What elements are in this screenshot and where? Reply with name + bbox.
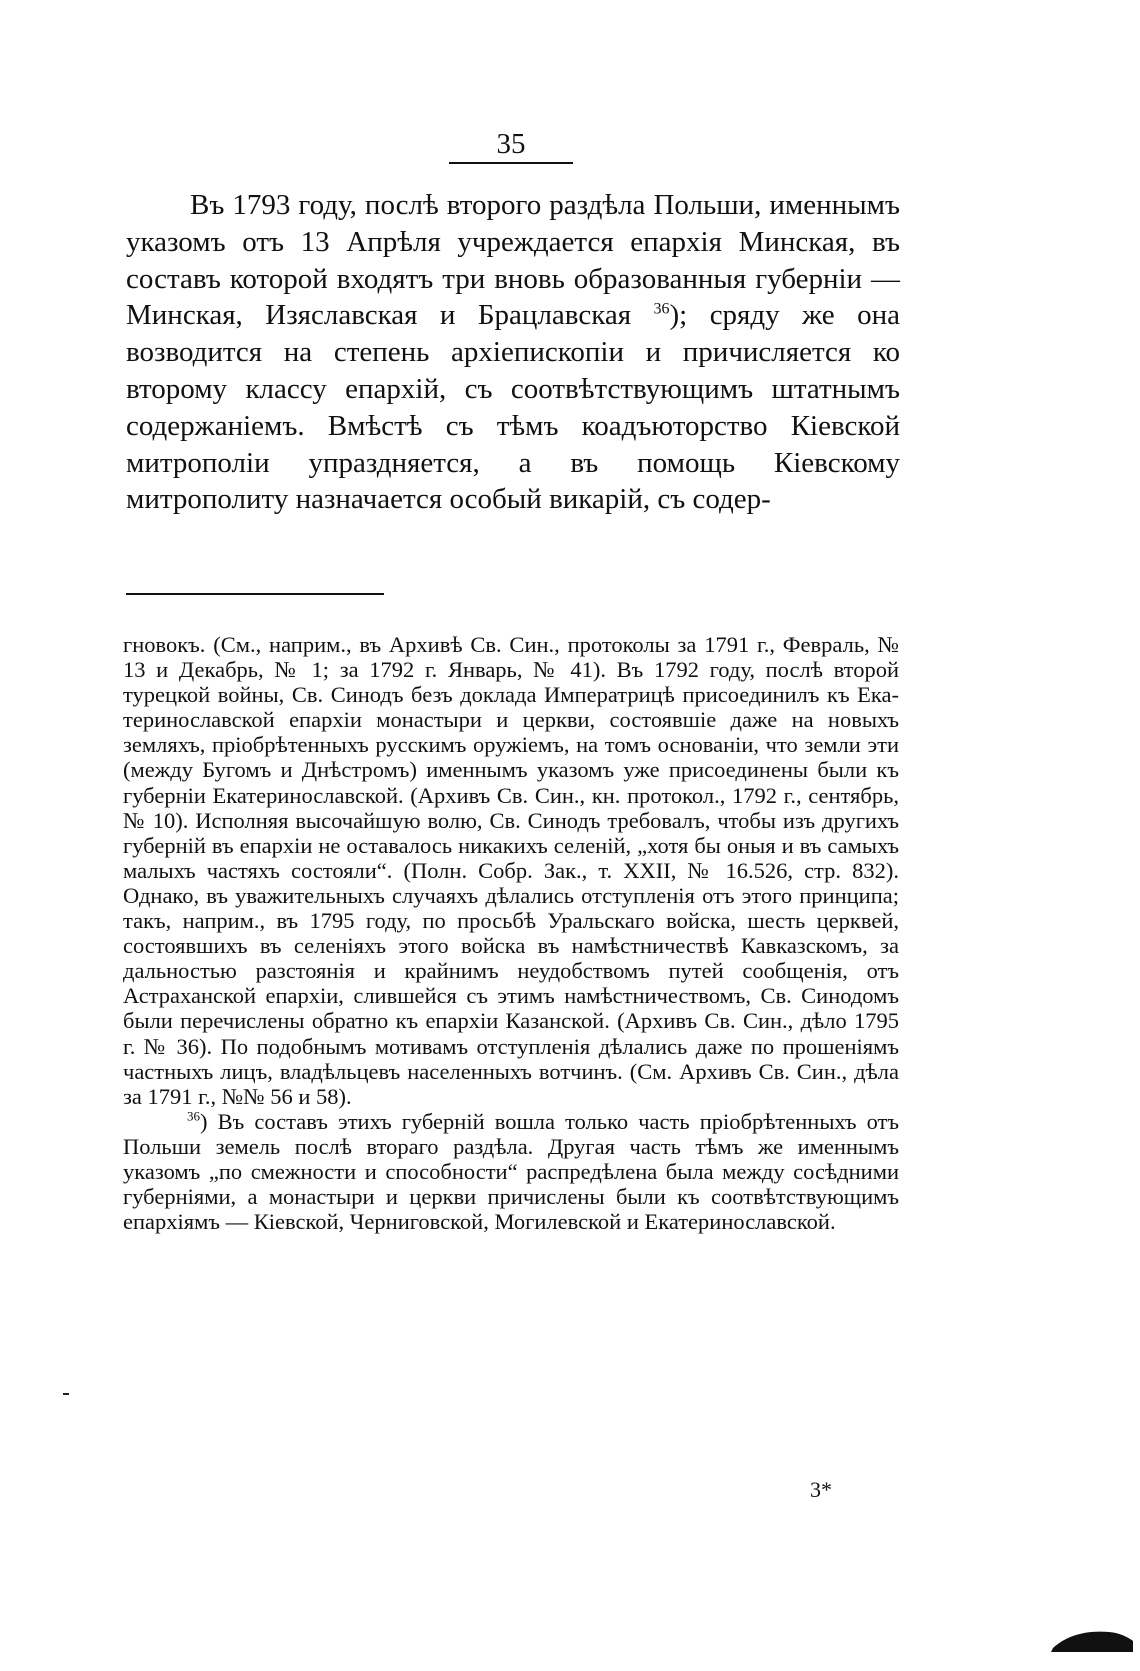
page-number-rule xyxy=(449,162,573,164)
footnote-separator xyxy=(126,593,384,595)
binding-smudge xyxy=(1051,1628,1133,1652)
footnote-36-marker: 36 xyxy=(187,1108,200,1124)
margin-mark xyxy=(63,1393,69,1395)
main-text-part-1: Въ 1793 году, послѣ второго раздѣла Польши, именнымъ указомъ отъ 13 Апрѣля учреждается епархія Минская, въ составъ которой входятъ три вновь образованныя губерніи — Минская, Изяславская и Брацлавская xyxy=(126,189,900,332)
footnote-36 xyxy=(123,1109,899,1234)
footnote-continuation: гновокъ. (См., наприм., въ Архивѣ Св. Син., протоколы за 1791 г., Февраль, № 13 и Декабрь, № 1; за 1792 г. Январь, № 41). Въ 1792 году, послѣ второй турецкой войны, Св. Синодъ безъ доклада Императрицѣ присоединилъ къ Екатеринославской епархіи монастыри и церкви, состоявшіе даже на новыхъ земляхъ, пріобрѣтенныхъ русскимъ оружіемъ, на томъ основаніи, что земли эти (между Бугомъ и Днѣстромъ) именнымъ указомъ уже присоединены были къ губерніи Екатеринославской. (Архивъ Св. Син., кн. протокол., 1792 г., сентябрь, № 10). Исполняя высочайшую волю, Св. Синодъ требовалъ, чтобы изъ другихъ губерній въ епархіи не оставалось никакихъ селеній, „хотя бы оныя и въ самыхъ малыхъ частяхъ состояли“. (Полн. Собр. Зак., т. XXII, № 16.526, стр. 832). Однако, въ уважительныхъ случаяхъ дѣлались отступленія отъ этого принципа; такъ, наприм., въ 1795 году, по просьбѣ Уральскаго войска, шесть церквей, состоявшихъ въ селеніяхъ этого войска въ намѣстничествѣ Кавказскомъ, за дальностью разстоянія и крайнимъ неудобствомъ путей сообщенія, отъ Астраханской епархіи, слившейся съ этимъ намѣстничествомъ, Св. Синодомъ были перечислены обратно къ епархіи Казанской. (Архивъ Св. Син., дѣло 1795 г. № 36). По подобнымъ мотивамъ отступленія дѣлались даже по прошеніямъ частныхъ лицъ, владѣльцевъ населенныхъ вотчинъ. (См. Архивъ Св. Син., дѣла за 1791 г., №№ 56 и 58). xyxy=(123,632,899,1109)
main-paragraph xyxy=(126,187,900,518)
footnote-36-text: ) Въ составъ этихъ губерній вошла только часть пріобрѣтенныхъ отъ Польши земель послѣ втораго раздѣла. Другая часть тѣмъ же именнымъ указомъ „по смежности и способности“ распредѣлена была между сосѣдними губерніями, а монастыри и церкви причислены были къ соотвѣтствующимъ епархіямъ — Кіевской, Черниговской, Могилевской и Екатеринославской. xyxy=(123,1108,899,1235)
footnotes-section xyxy=(123,632,899,1234)
printer-signature-mark: 3* xyxy=(810,1477,832,1502)
footnote-reference-36[interactable]: 36 xyxy=(653,300,670,318)
main-text-part-2: ); сряду же она возводится на степень архіепископіи и причисляется ко второму классу епархій, съ соотвѣтствующимъ штатнымъ содержаніемъ. Вмѣстѣ съ тѣмъ коадъюторство Кіевской митрополіи упраздняется, а въ помощь Кіевскому митрополиту назначается особый викарій, съ содер- xyxy=(126,299,900,516)
page-number: 35 xyxy=(496,128,526,160)
binding-smudge-shape xyxy=(1051,1632,1133,1652)
